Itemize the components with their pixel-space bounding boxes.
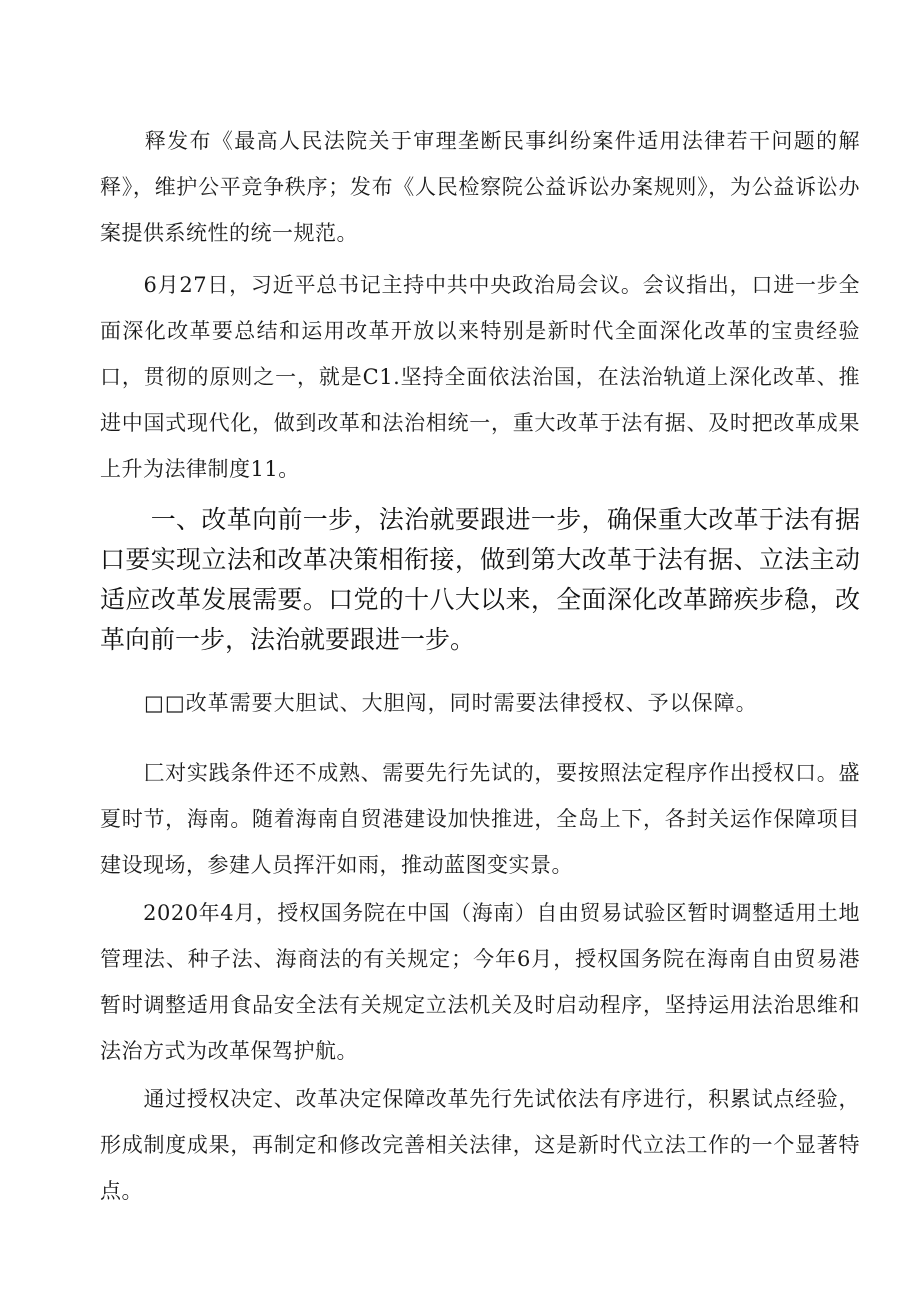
paragraph-politburo-meeting: 6月27日，习近平总书记主持中共中央政治局会议。会议指出，口进一步全面深化改革要总结和运用改革开放以来特别是新时代全面深化改革的宝贵经验口，贯彻的原则之一，就是C1.坚持全面依法治国，在法治轨道上深化改革、推进中国式现代化，做到改革和法治相统一，重大改革于法有据、及时把改革成果上升为法律制度11。	[100, 273, 860, 481]
paragraph-antitrust-interpretation: 释发布《最高人民法院关于审理垄断民事纠纷案件适用法律若干问题的解释》，维护公平竞争秩序；发布《人民检察院公益诉讼办案规则》，为公益诉讼办案提供系统性的统一规范。	[100, 129, 860, 245]
paragraph-legislative-feature: 通过授权决定、改革决定保障改革先行先试依法有序进行，积累试点经验，形成制度成果，再制定和修改完善相关法律，这是新时代立法工作的一个显著特点。	[100, 1087, 860, 1203]
paragraph-hainan-pilot: 匚对实践条件还不成熟、需要先行先试的，要按照法定程序作出授权口。盛夏时节，海南。随着海南自贸港建设加快推进，全岛上下，各封关运作保障项目建设现场，参建人员挥汗如雨，推动蓝图变实景。	[100, 761, 860, 877]
paragraph-reform-authorization: □□改革需要大胆试、大胆闯，同时需要法律授权、予以保障。	[100, 691, 758, 715]
section-heading-reform-and-rule-of-law: 一、改革向前一步，法治就要跟进一步，确保重大改革于法有据口要实现立法和改革决策相衔接，做到第大改革于法有据、立法主动适应改革发展需要。口党的十八大以来，全面深化改革蹄疾步稳，改革向前一步，法治就要跟进一步。	[100, 505, 860, 654]
paragraph-2020-authorization: 2020年4月，授权国务院在中国（海南）自由贸易试验区暂时调整适用土地管理法、种子法、海商法的有关规定；今年6月，授权国务院在海南自由贸易港暂时调整适用食品安全法有关规定立法机关及时启动程序，坚持运用法治思维和法治方式为改革保驾护航。	[100, 901, 860, 1063]
